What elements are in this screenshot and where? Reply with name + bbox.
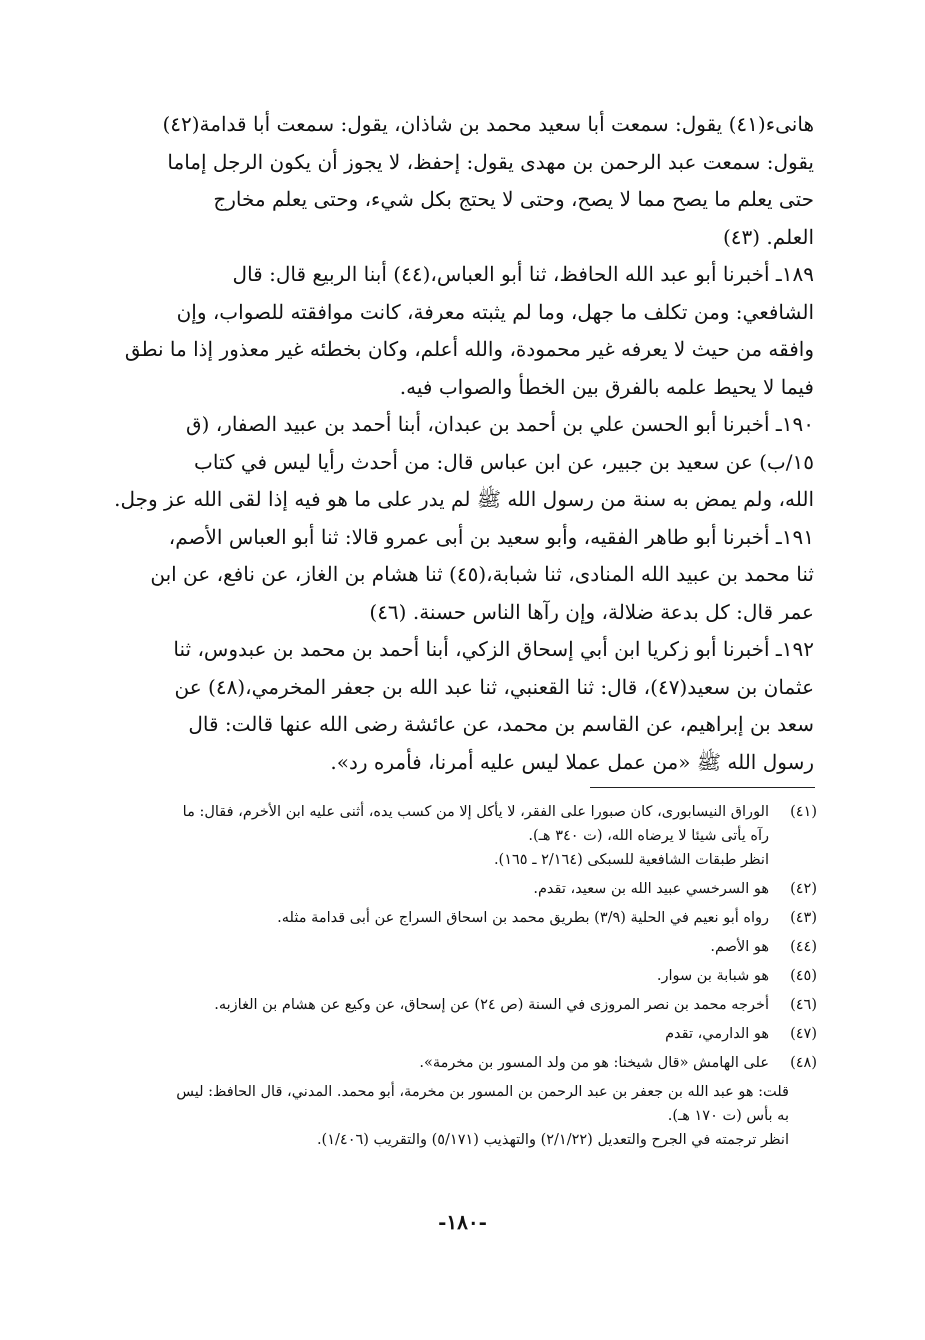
body-line: فيما لا يحيط علمه بالفرق بين الخطأ والصواب فيه. [399,374,814,399]
body-line: الشافعي: ومن تكلف ما جهل، وما لم يثبته معرفة، كانت موافقته للصواب، وإن [176,299,814,324]
footnote-line: رواه أبو نعيم في الحلية (٣/٩) بطريق محمد بن اسحاق السراج عن أبى قدامة مثله. [277,910,769,926]
footnote-number: (٤٣) [790,910,817,926]
footnote-number: (٤٢) [790,881,817,897]
footnote-line: الوراق النيسابورى، كان صبورا على الفقر، لا يأكل إلا من كسب يده، أثنى عليه ابن الأخرم، فقال: ما [182,804,769,820]
body-line: ثنا محمد بن عبيد الله المنادى، ثنا شبابة،(٤٥) ثنا هشام بن الغاز، عن نافع، عن ابن [150,562,814,586]
footnote-48-continuation [95,1080,817,1152]
footnote-line: انظر ترجمته في الجرح والتعديل (٢/١/٢٢) والتهذيب (٥/١٧١) والتقريب (١/٤٠٦). [316,1132,789,1148]
footnote-line: رآه يأتى شيئا لا يرضاه الله، (ت ٣٤٠ هـ). [528,828,769,844]
footnote-48 [95,1051,817,1075]
footnote-line: على الهامش «قال شيخنا: هو من ولد المسور بن مخرمة». [419,1055,769,1071]
footnote-number: (٤١) [790,804,817,820]
body-line: الله، ولم يمض به سنة من رسول الله ﷺ لم يدر على ما هو فيه إذا لقى الله عز وجل. [114,487,814,511]
footnote-46 [95,993,817,1017]
footnote-line: به بأس (ت ١٧٠ هـ). [667,1108,789,1124]
footnote-line: هو شبابة بن سوار. [656,968,769,984]
page-number: -١٨٠- [438,1210,487,1234]
body-line: العلم. (٤٣) [722,224,814,249]
footnote-number: (٤٧) [790,1026,817,1042]
footnote-42 [95,877,817,901]
body-line: ١٥/ب) عن سعيد بن جبير، عن ابن عباس قال: من أحدث رأيا ليس في كتاب [194,449,814,474]
footnotes [95,800,817,1157]
footnote-line: هو الأصم. [710,939,769,955]
body-line: هانىء(٤١) يقول: سمعت أبا سعيد محمد بن شاذان، يقول: سمعت أبا قدامة(٤٢) [162,112,814,136]
footnote-number: (٤٨) [790,1055,817,1071]
footnote-line: هو السرخسي عبيد الله بن سعيد، تقدم. [533,881,769,897]
body-line: سعد بن إبراهيم، عن القاسم بن محمد، عن عائشة رضى الله عنها قالت: قال [188,712,814,736]
footnote-number: (٤٤) [790,939,817,955]
footnote-line: هو الدارمي، تقدم [665,1026,769,1042]
body-line: وافقه من حيث لا يعرفه غير محمودة، والله أعلم، وكان بخطئه غير معذور إذا ما نطق [124,337,814,361]
body-line: ١٩١ـ أخبرنا أبو طاهر الفقيه، وأبو سعيد بن أبى عمرو قالا: ثنا أبو العباس الأصم، [168,524,814,549]
body-line: ١٩٠ـ أخبرنا أبو الحسن علي بن أحمد بن عبدان، أبنا أحمد بن عبيد الصفار، (ق [186,412,814,436]
body-line: رسول الله ﷺ «من عمل عملا ليس عليه أمرنا، فأمره رد». [330,749,814,774]
footnote-45 [95,964,817,988]
footnote-47 [95,1022,817,1046]
body-line: عثمان بن سعيد(٤٧)، قال: ثنا القعنبي، ثنا عبد الله بن جعفر المخرمي،(٤٨) عن [174,674,814,699]
footnote-number: (٤٦) [790,997,817,1013]
footnote-44 [95,935,817,959]
body-line: حتى يعلم ما يصح مما لا يصح، وحتى لا يحتج بكل شيء، وحتى يعلم مخارج [213,187,814,211]
footnote-43 [95,906,817,930]
body-line: عمر قال: كل بدعة ضلالة، وإن رآها الناس حسنة. (٤٦) [369,599,814,624]
footnote-41 [95,800,817,872]
footnote-line: انظر طبقات الشافعية للسبكى (٢/١٦٤ ـ ١٦٥). [493,852,769,868]
body-line: ١٩٢ـ أخبرنا أبو زكريا ابن أبي إسحاق الزكي، أبنا أحمد بن محمد بن عبدوس، ثنا [173,637,814,661]
footnote-line: قلت: هو عبد الله بن جعفر بن عبد الرحمن بن المسور بن مخرمة، أبو محمد. المدني، قال الحافظ: ليس [176,1084,789,1100]
footnote-line: أخرجه محمد بن نصر المروزى في السنة (ص ٢٤) عن إسحاق، عن وكيع عن هشام بن الغازبه. [214,997,769,1013]
footnote-number: (٤٥) [790,968,817,984]
main-text [92,106,814,781]
footnote-separator [590,787,815,788]
body-line: يقول: سمعت عبد الرحمن بن مهدى يقول: إحفظ، لا يجوز أن يكون الرجل إماما [167,149,814,174]
body-line: ١٨٩ـ أخبرنا أبو عبد الله الحافظ، ثنا أبو العباس،(٤٤) أبنا الربيع قال: قال [232,262,814,286]
